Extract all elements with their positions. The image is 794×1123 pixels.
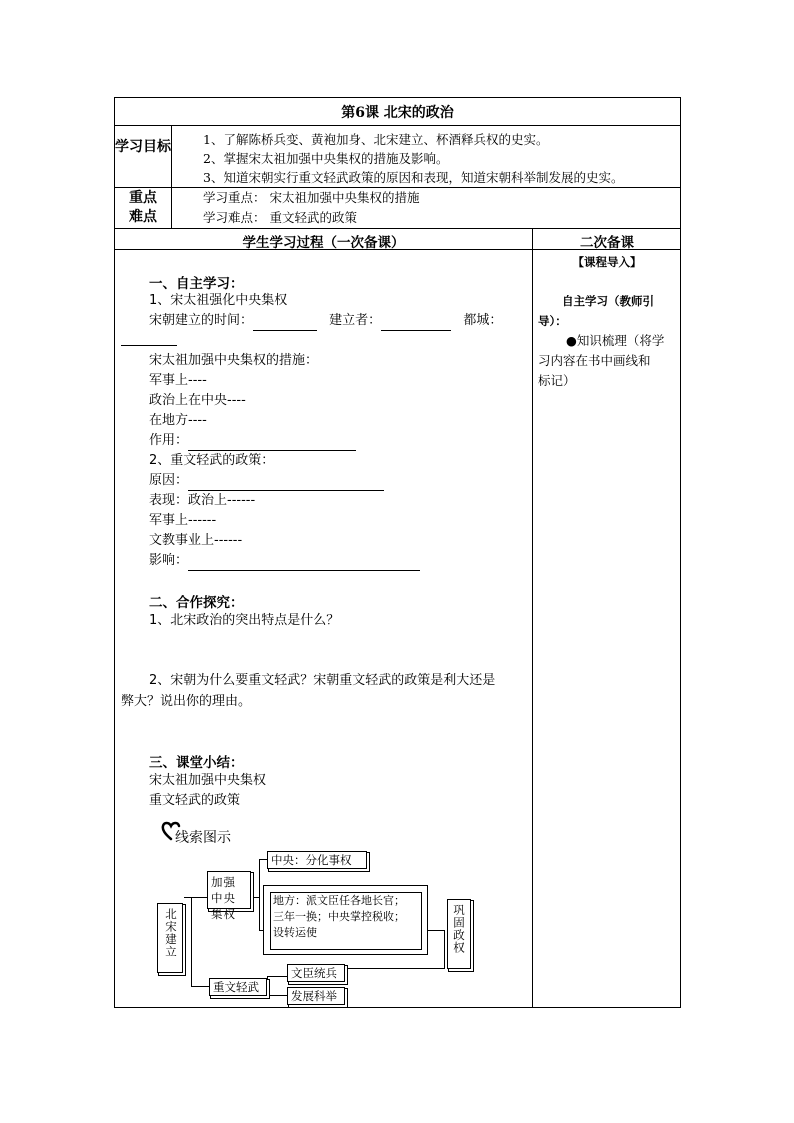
question-2-line2: 弊大？说出你的理由。	[121, 694, 252, 709]
study-difficulty: 学习难点： 重文轻武的政策	[203, 210, 357, 225]
measure-local: 在地方----	[149, 413, 207, 428]
clue-diagram	[151, 813, 491, 1003]
clue-heading: 线索图示	[161, 820, 237, 842]
row-divider	[115, 125, 680, 126]
summary-item-2: 重文轻武的政策	[149, 793, 241, 808]
page-title: 第6课 北宋的政治	[341, 105, 454, 121]
manifest-military: 军事上------	[149, 513, 217, 528]
manifest-culture: 文教事业上------	[149, 533, 243, 548]
diagram-local-line: 三年一换；中央掌控税收；	[273, 910, 405, 923]
diagram-root-box: 北宋建立	[157, 903, 183, 973]
diagram-local-outer	[263, 885, 428, 955]
self-study-guide-line2: 导）：	[538, 314, 567, 328]
knowledge-line2: 习内容在书中画线和	[538, 353, 651, 368]
diagram-central-box: 中央：分化事权	[267, 851, 367, 869]
objective-1: 1、了解陈桥兵变、黄袍加身、北宋建立、杯酒释兵权的史实。	[203, 132, 549, 147]
diagram-strengthen-box: 加强中央集权	[207, 871, 251, 909]
right-column-header: 二次备课	[580, 235, 634, 251]
section-summary: 三、课堂小结：	[149, 755, 244, 771]
diagram-result-box: 巩固政权	[447, 899, 471, 969]
keypoints-label-1: 重点	[129, 190, 157, 206]
section-self-study: 一、自主学习：	[149, 276, 244, 292]
subsection-wen-policy: 2、重文轻武的政策：	[149, 453, 275, 468]
knowledge-line1: ●知识梳理（将学	[566, 333, 665, 348]
summary-item-1: 宋太祖加强中央集权	[149, 773, 267, 788]
diagram-wen-a-box: 文臣统兵	[287, 964, 345, 982]
objective-2: 2、掌握宋太祖加强中央集权的措施及影响。	[203, 151, 449, 166]
effect-line: 作用：	[149, 431, 356, 451]
diagram-wen-box: 重文轻武	[209, 978, 267, 996]
subsection-centralization: 1、宋太祖强化中央集权	[149, 293, 288, 308]
section-cooperative: 二、合作探究：	[149, 595, 244, 611]
diagram-wen-b-box: 发展科举	[287, 987, 345, 1005]
measure-military: 军事上----	[149, 373, 207, 388]
col-divider	[532, 228, 533, 1008]
measures-heading: 宋太祖加强中央集权的措施：	[149, 353, 319, 368]
course-intro: 【课程导入】	[572, 255, 642, 269]
manifest-politics: 表现：政治上------	[149, 493, 256, 508]
measure-central: 政治上在中央----	[149, 393, 246, 408]
question-2-line1: 2、宋朝为什么要重文轻武？宋朝重文轻武的政策是利大还是	[149, 673, 496, 688]
capital-blank	[121, 345, 177, 346]
influence-line: 影响：	[149, 551, 420, 571]
knowledge-line3: 标记）	[538, 373, 576, 388]
objective-3: 3、知道宋朝实行重文轻武政策的原因和表现，知道宋朝科举制发展的史实。	[203, 170, 624, 185]
self-study-guide-line1: 自主学习（教师引	[562, 294, 654, 308]
diagram-local-line: 地方：派文臣任各地长官；	[273, 894, 405, 907]
diagram-local-line: 设转运使	[273, 926, 317, 939]
founding-line: 宋朝建立的时间： 建立者： 都城：	[149, 311, 502, 331]
lesson-plan-table	[114, 97, 681, 1008]
row-divider	[115, 228, 680, 229]
reason-line: 原因：	[149, 471, 384, 491]
col-divider	[171, 125, 172, 228]
question-1: 1、北宋政治的突出特点是什么？	[149, 613, 340, 628]
study-focus: 学习重点： 宋太祖加强中央集权的措施	[203, 190, 420, 205]
objectives-label: 学习目标	[115, 139, 171, 155]
left-column-header: 学生学习过程（一次备课）	[242, 235, 405, 251]
keypoints-label-2: 难点	[129, 209, 157, 225]
